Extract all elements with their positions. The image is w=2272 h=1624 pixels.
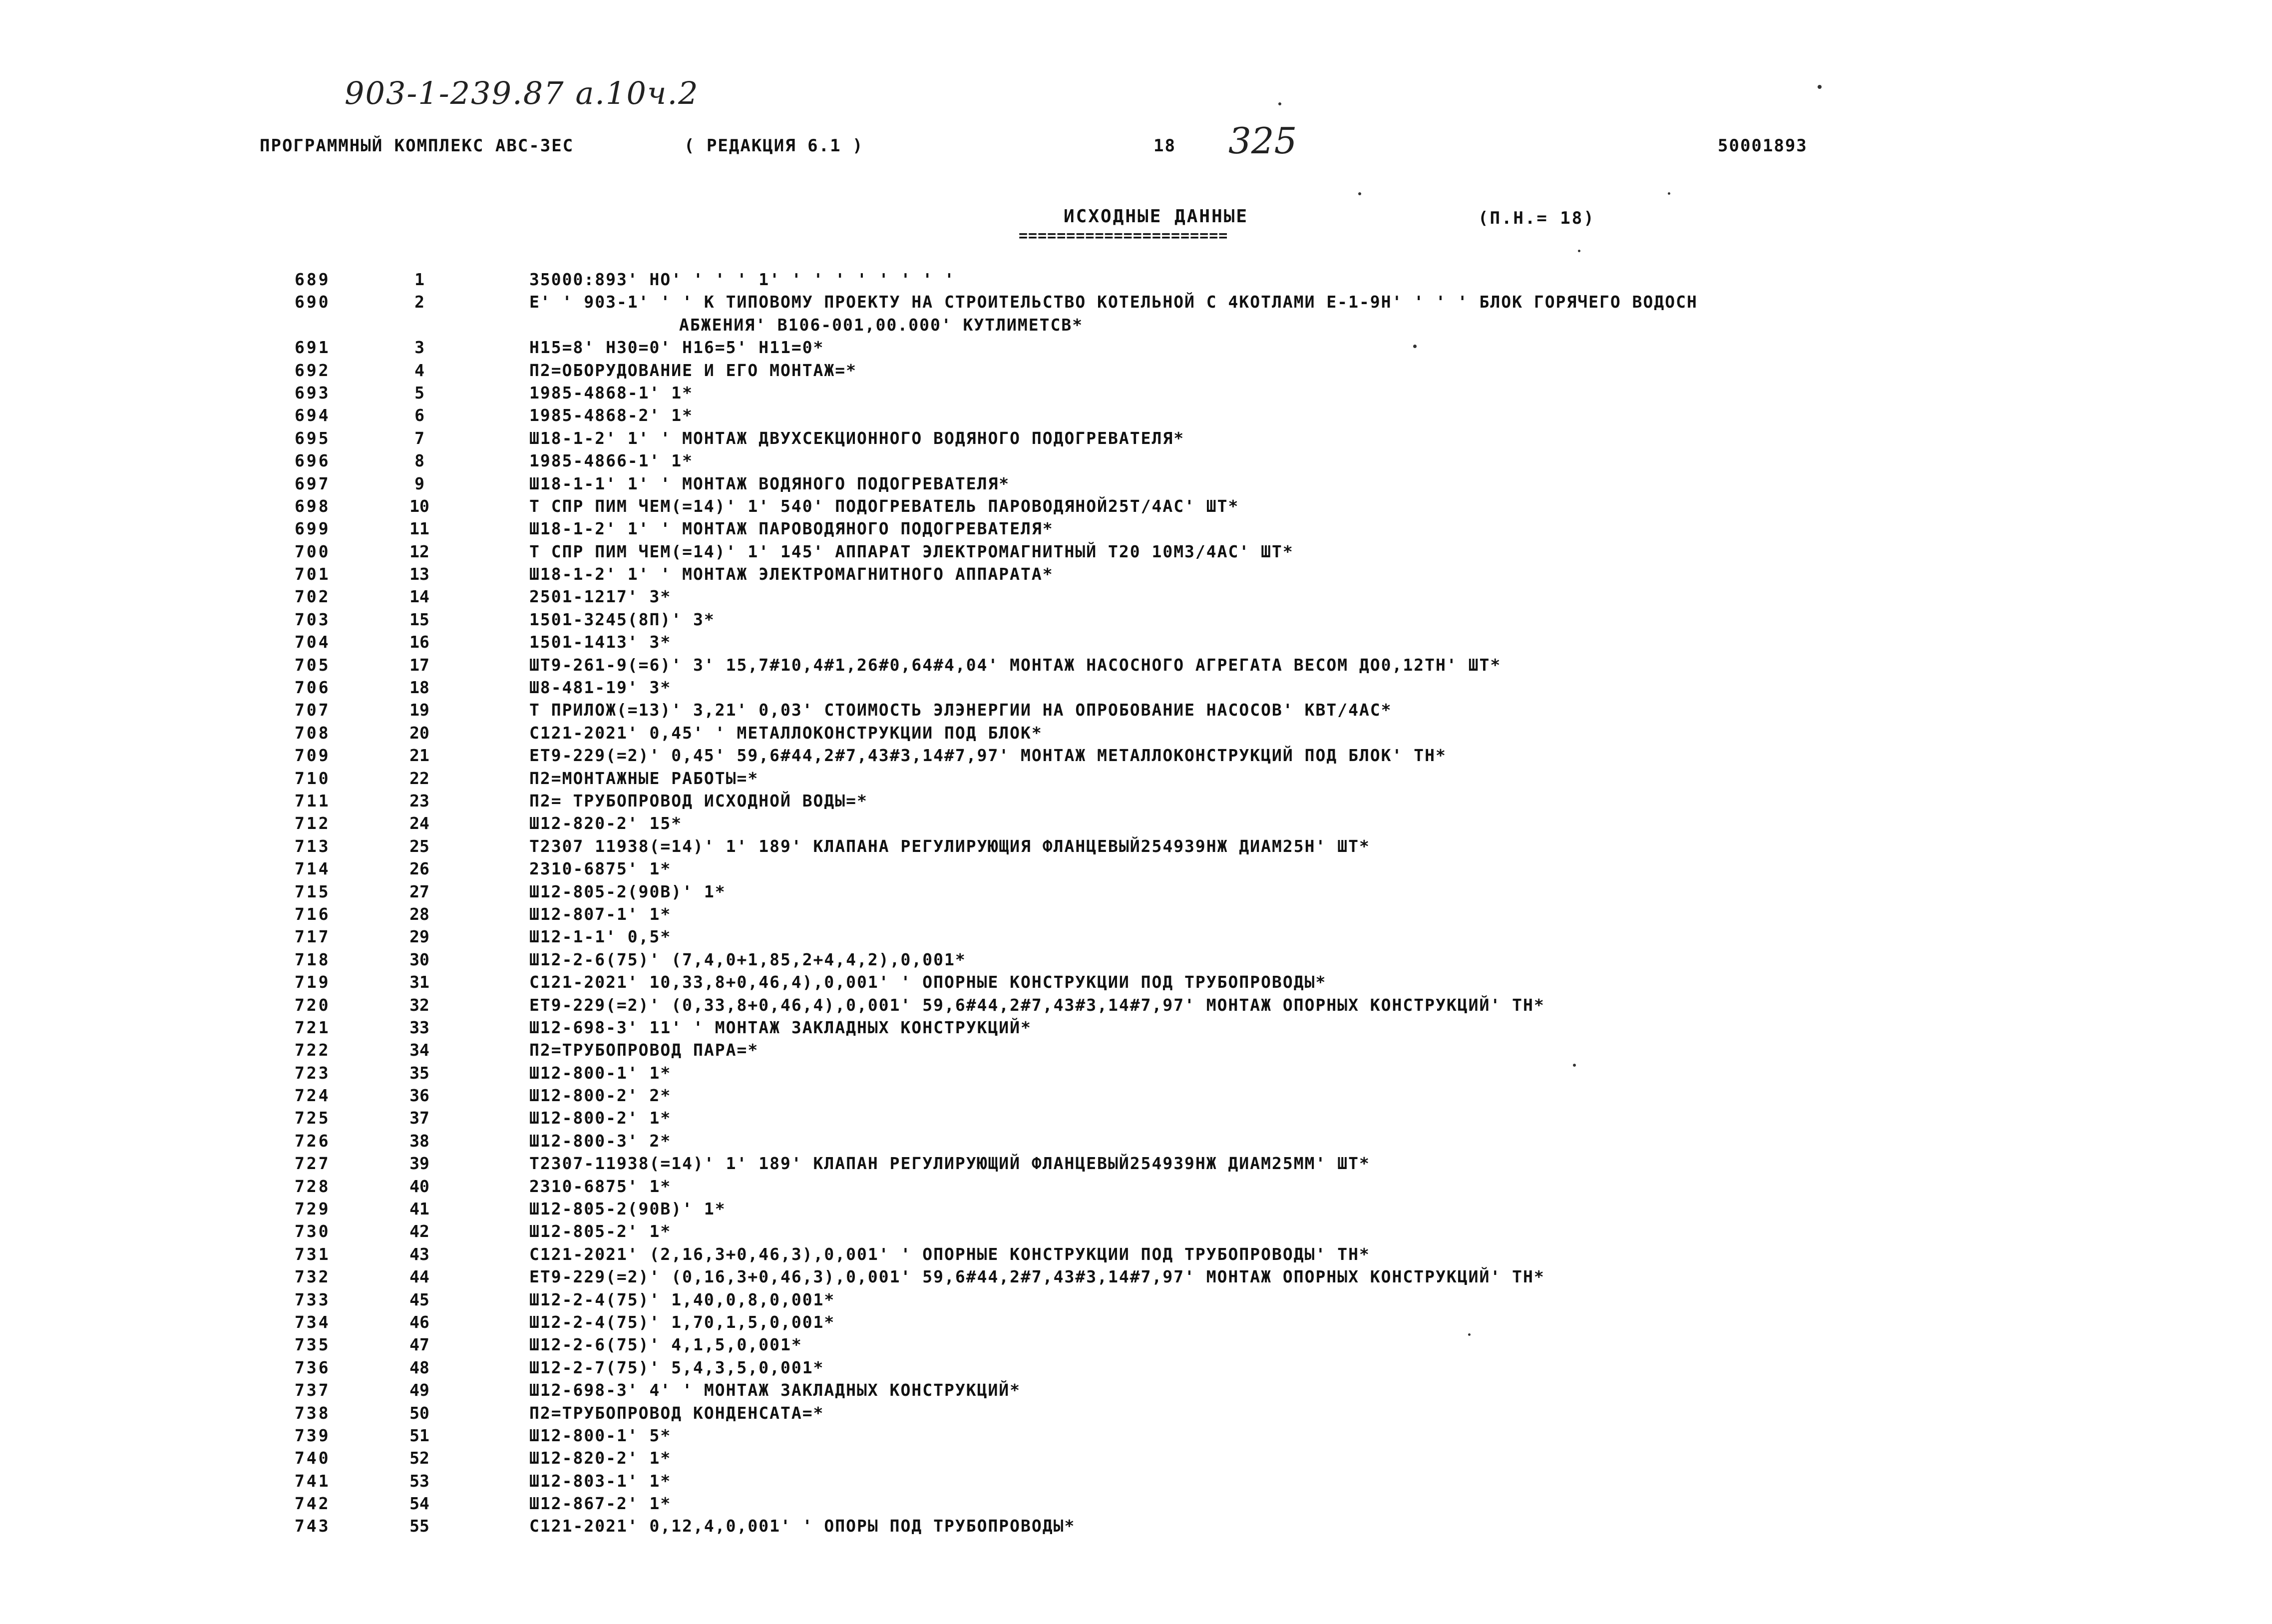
row-text: 1985-4868-2' 1*	[529, 406, 694, 425]
row-text: Т2307 11938(=14)' 1' 189' КЛАПАНА РЕГУЛИРУЮЩИЯ ФЛАНЦЕВЫЙ254939НЖ ДИАМ25Н' ШТ*	[529, 836, 1370, 856]
listing-row	[0, 542, 2272, 564]
listing-row	[0, 1154, 2272, 1176]
listing-row	[0, 406, 2272, 428]
listing-row	[0, 587, 2272, 609]
listing-row	[0, 1221, 2272, 1244]
row-text: Н15=8' Н30=0' Н16=5' Н11=0*	[529, 338, 824, 358]
row-line-number: 694	[295, 406, 331, 425]
row-text: С121-2021' 10,33,8+0,46,4),0,001' ' ОПОРНЫЕ КОНСТРУКЦИИ ПОД ТРУБОПРОВОДЫ*	[529, 972, 1327, 992]
listing-row	[0, 610, 2272, 632]
row-line-number: 738	[295, 1403, 331, 1423]
row-index: 27	[409, 881, 429, 901]
row-line-number: 700	[295, 541, 331, 561]
row-index: 12	[409, 541, 429, 561]
row-text: П2=ТРУБОПРОВОД ПАРА=*	[529, 1040, 759, 1060]
row-line-number: 717	[295, 927, 331, 947]
row-text: Ш8-481-19' 3*	[529, 678, 672, 698]
row-line-number: 695	[295, 428, 331, 448]
row-text: Ш12-1-1' 0,5*	[529, 927, 672, 947]
listing-row	[0, 338, 2272, 360]
row-text: Ш12-805-2' 1*	[529, 1221, 672, 1241]
listing-row	[0, 1199, 2272, 1221]
row-line-number: 705	[295, 655, 331, 675]
row-line-number: 726	[295, 1131, 331, 1151]
listing-row	[0, 1335, 2272, 1357]
row-index: 47	[409, 1335, 429, 1355]
row-line-number: 735	[295, 1335, 331, 1355]
row-index: 44	[409, 1267, 429, 1287]
listing-row	[0, 632, 2272, 655]
row-line-number: 707	[295, 700, 331, 720]
row-text: Ш12-820-2' 1*	[529, 1448, 672, 1468]
row-line-number: 716	[295, 904, 331, 924]
row-line-number: 701	[295, 564, 331, 584]
listing-row	[0, 1108, 2272, 1131]
row-index: 10	[409, 496, 429, 516]
row-index: 34	[409, 1040, 429, 1060]
handwritten-document-code: 903-1-239.87 а.10ч.2	[345, 75, 699, 111]
row-text: Ш12-800-3' 2*	[529, 1131, 672, 1151]
page-number: 18	[1153, 136, 1176, 156]
row-line-number: 729	[295, 1199, 331, 1219]
row-line-number: 704	[295, 632, 331, 652]
listing-row	[0, 1494, 2272, 1516]
row-text: Ш18-1-1' 1' ' МОНТАЖ ВОДЯНОГО ПОДОГРЕВАТЕЛЯ*	[529, 473, 1010, 493]
listing-row	[0, 564, 2272, 587]
row-text: С121-2021' 0,12,4,0,001' ' ОПОРЫ ПОД ТРУБОПРОВОДЫ*	[529, 1516, 1076, 1536]
row-line-number: 691	[295, 338, 331, 358]
listing-row	[0, 1448, 2272, 1471]
row-index: 25	[409, 836, 429, 856]
row-index: 11	[409, 519, 429, 539]
row-text: 2310-6875' 1*	[529, 859, 672, 879]
row-index: 54	[409, 1494, 429, 1514]
row-index: 40	[409, 1176, 429, 1196]
row-line-number: 725	[295, 1108, 331, 1128]
row-line-number: 743	[295, 1516, 331, 1536]
row-index: 22	[409, 768, 429, 788]
row-line-number: 731	[295, 1244, 331, 1264]
section-reference: (П.Н.= 18)	[1478, 208, 1595, 228]
row-text: Т СПР ПИМ ЧЕМ(=14)' 1' 540' ПОДОГРЕВАТЕЛЬ ПАРОВОДЯНОЙ25Т/4АС' ШТ*	[529, 496, 1239, 516]
row-text: 2310-6875' 1*	[529, 1176, 672, 1196]
row-index: 38	[409, 1131, 429, 1151]
listing-row	[0, 927, 2272, 949]
listing-row	[0, 1471, 2272, 1494]
row-index: 15	[409, 609, 429, 629]
scan-speck	[1468, 1333, 1471, 1336]
row-index: 49	[409, 1380, 429, 1400]
row-text: ЕТ9-229(=2)' (0,33,8+0,46,4),0,001' 59,6#44,2#7,43#3,14#7,97' МОНТАЖ ОПОРНЫХ КОНСТРУКЦИЙ' ТН*	[529, 995, 1545, 1015]
listing-row	[0, 1177, 2272, 1199]
row-text: Т СПР ПИМ ЧЕМ(=14)' 1' 145' АППАРАТ ЭЛЕКТРОМАГНИТНЫЙ Т20 10М3/4АС' ШТ*	[529, 541, 1294, 561]
program-edition: ( РЕДАКЦИЯ 6.1 )	[684, 136, 864, 156]
row-line-number: 710	[295, 768, 331, 788]
row-line-number: 737	[295, 1380, 331, 1400]
row-line-number: 723	[295, 1063, 331, 1083]
row-text: 1501-3245(8П)' 3*	[529, 609, 715, 629]
row-text: П2=МОНТАЖНЫЕ РАБОТЫ=*	[529, 768, 759, 788]
row-text: Ш12-867-2' 1*	[529, 1494, 672, 1514]
row-line-number: 692	[295, 360, 331, 380]
row-line-number: 713	[295, 836, 331, 856]
listing-row	[0, 836, 2272, 859]
scan-speck	[1578, 250, 1580, 252]
listing-row	[0, 1244, 2272, 1267]
row-text: Ш12-803-1' 1*	[529, 1471, 672, 1491]
row-text: Ш12-2-6(75)' (7,4,0+1,85,2+4,4,2),0,001*	[529, 949, 966, 969]
row-text: АБЖЕНИЯ' В106-001,00.000' КУТЛИМЕТСВ*	[679, 315, 1084, 335]
listing-row	[0, 496, 2272, 519]
row-index: 8	[414, 451, 424, 471]
row-text: Т ПРИЛОЖ(=13)' 3,21' 0,03' СТОИМОСТЬ ЭЛЭНЕРГИИ НА ОПРОБОВАНИЕ НАСОСОВ' КВТ/4АС*	[529, 700, 1392, 720]
listing-row	[0, 1403, 2272, 1426]
row-text: П2=ТРУБОПРОВОД КОНДЕНСАТА=*	[529, 1403, 824, 1423]
row-index: 33	[409, 1017, 429, 1037]
row-line-number: 734	[295, 1312, 331, 1332]
row-index: 36	[409, 1086, 429, 1106]
row-index: 50	[409, 1403, 429, 1423]
row-line-number: 709	[295, 746, 331, 766]
row-line-number: 689	[295, 270, 331, 289]
row-index: 9	[414, 473, 424, 493]
row-text: Ш12-805-2(90В)' 1*	[529, 1199, 726, 1219]
row-index: 18	[409, 678, 429, 698]
section-title: ИСХОДНЫЕ ДАННЫЕ	[1064, 206, 1249, 227]
listing-row	[0, 1018, 2272, 1040]
listing-row	[0, 813, 2272, 836]
program-name: ПРОГРАММНЫЙ КОМПЛЕКС АВС-ЗЕС	[260, 136, 574, 156]
row-text: 1501-1413' 3*	[529, 632, 672, 652]
row-line-number: 740	[295, 1448, 331, 1468]
row-text: 1985-4866-1' 1*	[529, 451, 694, 471]
row-index: 16	[409, 632, 429, 652]
row-index: 53	[409, 1471, 429, 1491]
row-text: Е' ' 903-1' ' ' К ТИПОВОМУ ПРОЕКТУ НА СТРОИТЕЛЬСТВО КОТЕЛЬНОЙ С 4КОТЛАМИ Е-1-9Н' ' ' ' БЛОК ГОРЯЧЕГО ВОДОСН	[529, 292, 1698, 312]
row-line-number: 722	[295, 1040, 331, 1060]
row-text: Ш12-800-2' 1*	[529, 1108, 672, 1128]
row-line-number: 703	[295, 609, 331, 629]
row-index: 13	[409, 564, 429, 584]
row-line-number: 733	[295, 1289, 331, 1309]
row-index: 19	[409, 700, 429, 720]
listing-row	[0, 882, 2272, 904]
row-index: 29	[409, 927, 429, 947]
row-line-number: 732	[295, 1267, 331, 1287]
row-text: 2501-1217' 3*	[529, 587, 672, 607]
row-index: 43	[409, 1244, 429, 1264]
row-index: 14	[409, 587, 429, 607]
row-text: С121-2021' (2,16,3+0,46,3),0,001' ' ОПОРНЫЕ КОНСТРУКЦИИ ПОД ТРУБОПРОВОДЫ' ТН*	[529, 1244, 1370, 1264]
row-text: Ш18-1-2' 1' ' МОНТАЖ ПАРОВОДЯНОГО ПОДОГРЕВАТЕЛЯ*	[529, 519, 1054, 539]
listing-row	[0, 1516, 2272, 1539]
row-text: Ш12-2-4(75)' 1,70,1,5,0,001*	[529, 1312, 835, 1332]
listing-row	[0, 428, 2272, 451]
row-index: 6	[414, 406, 424, 425]
row-text: Ш12-2-6(75)' 4,1,5,0,001*	[529, 1335, 802, 1355]
listing-row	[0, 904, 2272, 927]
row-text: П2= ТРУБОПРОВОД ИСХОДНОЙ ВОДЫ=*	[529, 791, 868, 811]
listing-row	[0, 859, 2272, 881]
row-index: 23	[409, 791, 429, 811]
row-index: 52	[409, 1448, 429, 1468]
listing-row	[0, 1063, 2272, 1086]
row-line-number: 736	[295, 1357, 331, 1377]
row-text: Ш12-800-1' 1*	[529, 1063, 672, 1083]
listing-row	[0, 1426, 2272, 1448]
listing-row	[0, 519, 2272, 541]
row-line-number: 706	[295, 678, 331, 698]
listing-row	[0, 723, 2272, 746]
row-index: 17	[409, 655, 429, 675]
row-line-number: 696	[295, 451, 331, 471]
data-listing	[0, 270, 2272, 1539]
listing-row	[0, 791, 2272, 813]
row-text: Ш18-1-2' 1' ' МОНТАЖ ДВУХСЕКЦИОННОГО ВОДЯНОГО ПОДОГРЕВАТЕЛЯ*	[529, 428, 1185, 448]
row-line-number: 727	[295, 1154, 331, 1174]
row-line-number: 720	[295, 995, 331, 1015]
listing-row	[0, 292, 2272, 315]
scan-speck	[1573, 1064, 1576, 1067]
row-line-number: 690	[295, 292, 331, 312]
row-index: 24	[409, 813, 429, 833]
row-text: 1985-4868-1' 1*	[529, 383, 694, 403]
row-line-number: 730	[295, 1221, 331, 1241]
row-line-number: 741	[295, 1471, 331, 1491]
document-code: 50001893	[1718, 136, 1808, 156]
row-text: Ш12-2-4(75)' 1,40,0,8,0,001*	[529, 1289, 835, 1309]
row-text: Т2307-11938(=14)' 1' 189' КЛАПАН РЕГУЛИРУЮЩИЙ ФЛАНЦЕВЫЙ254939НЖ ДИАМ25ММ' ШТ*	[529, 1154, 1370, 1174]
row-line-number: 721	[295, 1017, 331, 1037]
row-text: П2=ОБОРУДОВАНИЕ И ЕГО МОНТАЖ=*	[529, 360, 857, 380]
row-index: 46	[409, 1312, 429, 1332]
scan-speck	[1668, 192, 1670, 195]
row-index: 45	[409, 1289, 429, 1309]
row-line-number: 715	[295, 881, 331, 901]
row-line-number: 693	[295, 383, 331, 403]
scan-speck	[1358, 192, 1361, 195]
row-index: 21	[409, 746, 429, 766]
listing-row	[0, 1380, 2272, 1403]
row-line-number: 702	[295, 587, 331, 607]
row-line-number: 718	[295, 949, 331, 969]
row-index: 7	[414, 428, 424, 448]
listing-row	[0, 995, 2272, 1018]
row-index: 32	[409, 995, 429, 1015]
row-index: 2	[414, 292, 424, 312]
row-index: 55	[409, 1516, 429, 1536]
row-line-number: 708	[295, 723, 331, 743]
handwritten-sheet-number: 325	[1228, 120, 1297, 162]
listing-row	[0, 1267, 2272, 1289]
listing-row	[0, 270, 2272, 292]
listing-row	[0, 1358, 2272, 1380]
listing-row	[0, 451, 2272, 473]
row-line-number: 697	[295, 473, 331, 493]
listing-row	[0, 383, 2272, 406]
row-text: Ш12-2-7(75)' 5,4,3,5,0,001*	[529, 1357, 824, 1377]
section-underline: ======================	[1019, 227, 1228, 245]
row-line-number: 714	[295, 859, 331, 879]
listing-row	[0, 1086, 2272, 1108]
row-text: Ш18-1-2' 1' ' МОНТАЖ ЭЛЕКТРОМАГНИТНОГО АППАРАТА*	[529, 564, 1054, 584]
row-line-number: 699	[295, 519, 331, 539]
row-text: Ш12-807-1' 1*	[529, 904, 672, 924]
row-line-number: 739	[295, 1425, 331, 1445]
row-index: 28	[409, 904, 429, 924]
row-index: 37	[409, 1108, 429, 1128]
row-text: Ш12-800-2' 2*	[529, 1086, 672, 1106]
listing-row	[0, 700, 2272, 723]
row-text: Ш12-698-3' 11' ' МОНТАЖ ЗАКЛАДНЫХ КОНСТРУКЦИЙ*	[529, 1017, 1032, 1037]
row-index: 5	[414, 383, 424, 403]
row-index: 39	[409, 1154, 429, 1174]
row-index: 35	[409, 1063, 429, 1083]
row-line-number: 719	[295, 972, 331, 992]
row-text: 35000:893' НО' ' ' ' 1' ' ' ' ' ' ' ' '	[529, 270, 955, 289]
row-index: 31	[409, 972, 429, 992]
listing-row	[0, 1131, 2272, 1154]
row-index: 30	[409, 949, 429, 969]
row-index: 41	[409, 1199, 429, 1219]
listing-row	[0, 1040, 2272, 1063]
row-text: ЕТ9-229(=2)' (0,16,3+0,46,3),0,001' 59,6#44,2#7,43#3,14#7,97' МОНТАЖ ОПОРНЫХ КОНСТРУКЦИЙ' ТН*	[529, 1267, 1545, 1287]
row-text: Ш12-805-2(90В)' 1*	[529, 881, 726, 901]
listing-row	[0, 972, 2272, 995]
row-line-number: 711	[295, 791, 331, 811]
row-index: 20	[409, 723, 429, 743]
scan-speck	[1818, 85, 1822, 89]
row-index: 48	[409, 1357, 429, 1377]
listing-row	[0, 361, 2272, 383]
row-line-number: 698	[295, 496, 331, 516]
row-line-number: 728	[295, 1176, 331, 1196]
row-line-number: 724	[295, 1086, 331, 1106]
scan-speck	[1278, 102, 1281, 105]
listing-row-continuation	[0, 315, 2272, 338]
listing-row	[0, 474, 2272, 496]
row-index: 1	[414, 270, 424, 289]
listing-row	[0, 678, 2272, 700]
listing-row	[0, 769, 2272, 791]
row-index: 3	[414, 338, 424, 358]
listing-row	[0, 1290, 2272, 1312]
row-text: Ш12-800-1' 5*	[529, 1425, 672, 1445]
row-text: Ш12-698-3' 4' ' МОНТАЖ ЗАКЛАДНЫХ КОНСТРУКЦИЙ*	[529, 1380, 1021, 1400]
scan-speck	[1413, 345, 1417, 348]
listing-row	[0, 746, 2272, 768]
row-index: 26	[409, 859, 429, 879]
row-index: 42	[409, 1221, 429, 1241]
row-text: С121-2021' 0,45' ' МЕТАЛЛОКОНСТРУКЦИИ ПОД БЛОК*	[529, 723, 1043, 743]
row-line-number: 712	[295, 813, 331, 833]
row-text: Ш12-820-2' 15*	[529, 813, 683, 833]
row-line-number: 742	[295, 1494, 331, 1514]
listing-row	[0, 1312, 2272, 1335]
listing-row	[0, 655, 2272, 678]
row-text: ШТ9-261-9(=6)' 3' 15,7#10,4#1,26#0,64#4,04' МОНТАЖ НАСОСНОГО АГРЕГАТА ВЕСОМ ДО0,12ТН' ШТ*	[529, 655, 1502, 675]
listing-row	[0, 950, 2272, 972]
row-text: ЕТ9-229(=2)' 0,45' 59,6#44,2#7,43#3,14#7,97' МОНТАЖ МЕТАЛЛОКОНСТРУКЦИЙ ПОД БЛОК' ТН*	[529, 746, 1447, 766]
row-index: 4	[414, 360, 424, 380]
row-index: 51	[409, 1425, 429, 1445]
